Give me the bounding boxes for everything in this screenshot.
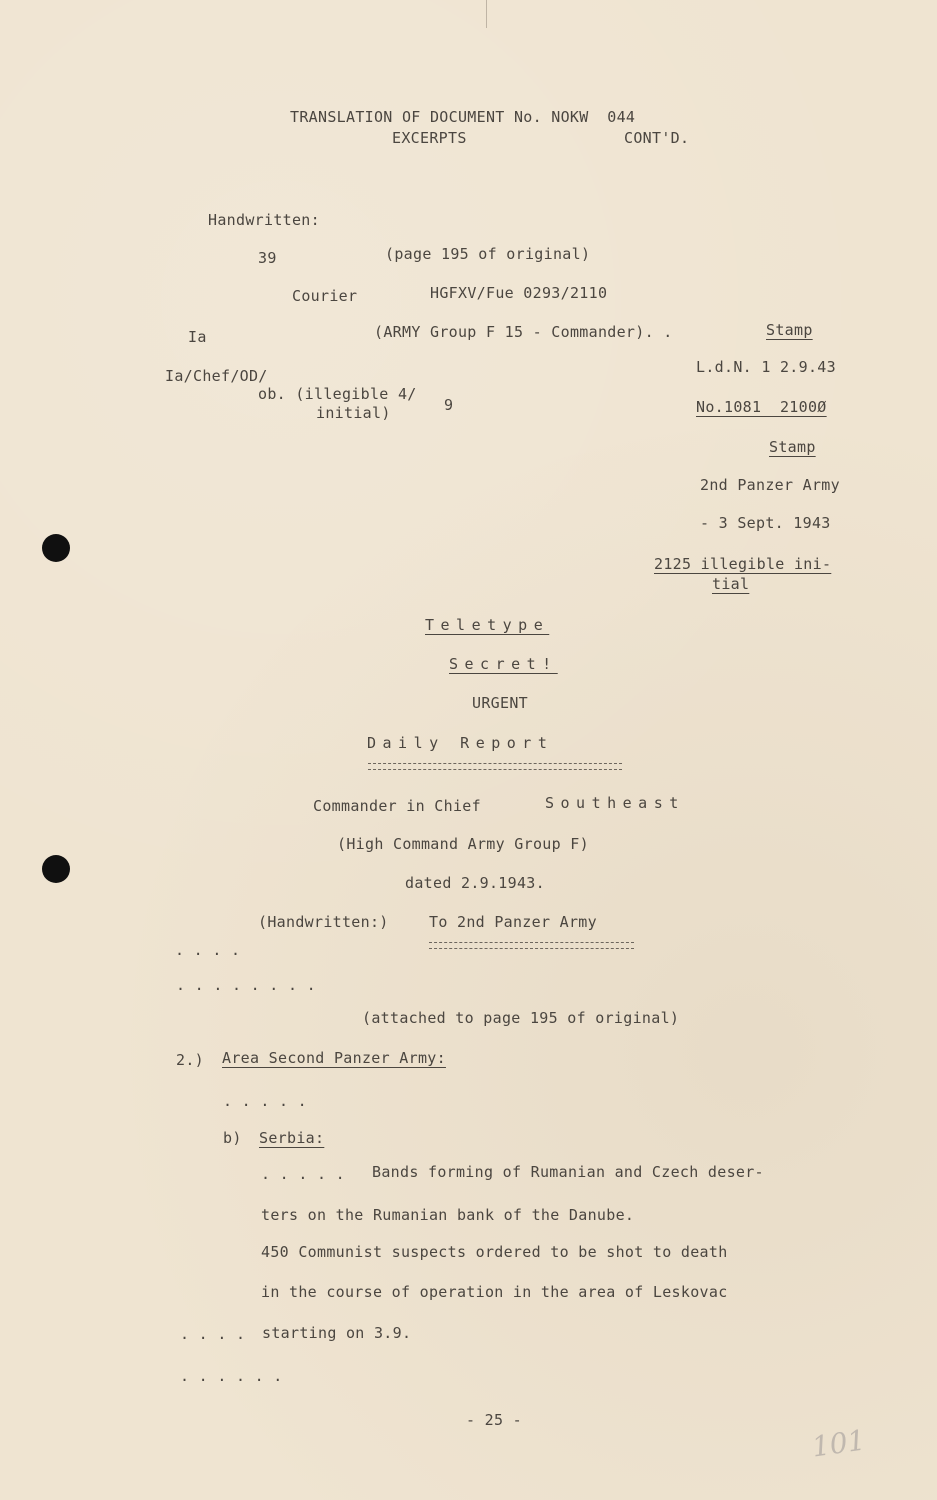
- paragraph-leading-dots: . . . . .: [261, 1165, 345, 1183]
- page-number-handwritten: 39: [258, 249, 277, 267]
- courier-label: Courier: [292, 287, 358, 305]
- punch-hole-bottom: [42, 855, 70, 883]
- attachment-note: (attached to page 195 of original): [362, 1009, 680, 1027]
- routing-line: Ia/Chef/OD/: [165, 367, 268, 385]
- urgent-label: URGENT: [472, 694, 528, 712]
- secret-heading: Secret!: [449, 655, 558, 673]
- ellipsis-dots-1: . . . .: [175, 941, 241, 959]
- ellipsis-dots-3: . . . . .: [223, 1092, 307, 1110]
- paragraph-line-2: ters on the Rumanian bank of the Danube.: [261, 1206, 635, 1224]
- dated-line: dated 2.9.1943.: [405, 874, 545, 892]
- scan-mark: [486, 0, 487, 28]
- section-number: 2.): [176, 1051, 204, 1069]
- recipient-double-rule: [429, 942, 634, 949]
- page-reference: (page 195 of original): [385, 245, 591, 263]
- subsection-title: Serbia:: [259, 1129, 325, 1147]
- date-stamp: - 3 Sept. 1943: [700, 514, 831, 532]
- handwritten-label: Handwritten:: [208, 211, 320, 229]
- ia-label: Ia: [188, 328, 207, 346]
- footer-page-number: - 25 -: [466, 1411, 522, 1429]
- section-title: Area Second Panzer Army:: [222, 1049, 446, 1067]
- document-number-stamp: No.1081 2100Ø: [696, 398, 827, 416]
- paragraph-line-5-dots: . . . .: [180, 1325, 246, 1343]
- ob-line: ob. (illegible 4/: [258, 385, 417, 403]
- excerpts-label: EXCERPTS: [392, 129, 467, 147]
- panzer-army-stamp: 2nd Panzer Army: [700, 476, 840, 494]
- handwritten-to-prefix: (Handwritten:): [258, 913, 389, 931]
- courier-reference: HGFXV/Fue 0293/2110: [430, 284, 608, 302]
- commander-region: Southeast: [545, 794, 685, 812]
- illegible-initial-line-2: tial: [712, 575, 750, 593]
- recipient-line: To 2nd Panzer Army: [429, 913, 597, 931]
- ellipsis-dots-4: . . . . . .: [180, 1367, 283, 1385]
- paragraph-line-5: starting on 3.9.: [262, 1324, 412, 1342]
- ldn-stamp: L.d.N. 1 2.9.43: [696, 358, 836, 376]
- ellipsis-dots-2: . . . . . . . .: [176, 976, 316, 994]
- daily-report-heading: Daily Report: [367, 734, 554, 752]
- daily-report-double-rule: [368, 763, 622, 770]
- document-title: TRANSLATION OF DOCUMENT No. NOKW 044: [290, 108, 636, 126]
- high-command-line: (High Command Army Group F): [337, 835, 589, 853]
- paragraph-line-1: Bands forming of Rumanian and Czech deser-: [372, 1163, 764, 1181]
- stamp-label-1: Stamp: [766, 321, 813, 339]
- subsection-label: b): [223, 1129, 242, 1147]
- paragraph-line-4: in the course of operation in the area of Leskovac: [261, 1283, 728, 1301]
- paragraph-line-3: 450 Communist suspects ordered to be shot to death: [261, 1243, 728, 1261]
- punch-hole-top: [42, 534, 70, 562]
- initial-line: initial): [316, 404, 391, 422]
- teletype-heading: Teletype: [425, 616, 550, 634]
- continued-label: CONT'D.: [624, 129, 690, 147]
- ob-fraction: 9: [444, 396, 454, 414]
- army-group-line: (ARMY Group F 15 - Commander). .: [374, 323, 673, 341]
- archive-handwritten-mark: 101: [809, 1423, 868, 1464]
- stamp-label-2: Stamp: [769, 438, 816, 456]
- illegible-initial-line-1: 2125 illegible ini-: [654, 555, 832, 573]
- commander-prefix: Commander in Chief: [313, 797, 481, 815]
